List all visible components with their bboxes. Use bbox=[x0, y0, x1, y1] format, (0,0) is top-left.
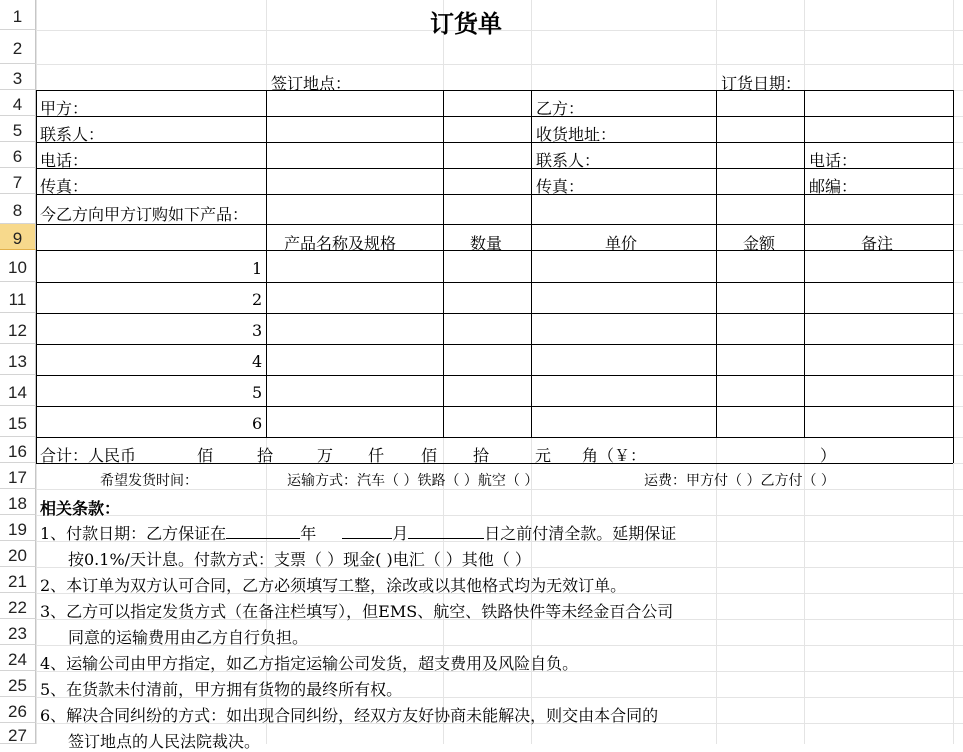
row-number: 14 bbox=[8, 383, 27, 402]
row-number: 7 bbox=[12, 173, 23, 192]
total-unit-jiao: 角（￥： bbox=[582, 446, 647, 465]
party-b-label[interactable]: 乙方： bbox=[536, 99, 585, 118]
header-unit-price[interactable]: 单价 bbox=[605, 234, 638, 253]
header-quantity[interactable]: 数量 bbox=[470, 234, 503, 253]
row-number: 12 bbox=[8, 321, 27, 340]
row-header[interactable] bbox=[0, 723, 36, 744]
blank-month[interactable] bbox=[342, 524, 392, 539]
table-border bbox=[531, 90, 532, 437]
row-number: 3 bbox=[12, 69, 23, 88]
item-number[interactable]: 6 bbox=[252, 414, 263, 433]
row-header[interactable] bbox=[0, 90, 36, 116]
term-1-line-2[interactable]: 按0.1%/天计息。付款方式：支票（ ）现金( )电汇（ ）其他（ ） bbox=[68, 550, 531, 569]
total-close-paren: ） bbox=[820, 446, 837, 465]
header-remarks[interactable]: 备注 bbox=[861, 234, 894, 253]
row-number: 8 bbox=[12, 201, 23, 220]
row-header[interactable] bbox=[0, 489, 36, 515]
row-header[interactable] bbox=[0, 64, 36, 90]
term-6-line-1[interactable]: 6、解决合同纠纷的方式：如出现合同纠纷，经双方友好协商未能解决，则交由本合同的 bbox=[40, 706, 659, 725]
row-number: 6 bbox=[12, 147, 23, 166]
row-number: 1 bbox=[12, 7, 23, 26]
table-border bbox=[36, 282, 953, 283]
row-header[interactable] bbox=[0, 567, 36, 593]
header-product[interactable]: 产品名称及规格 bbox=[284, 234, 397, 253]
row-number: 5 bbox=[12, 121, 23, 140]
row-number: 2 bbox=[12, 39, 23, 58]
item-number[interactable]: 4 bbox=[252, 352, 263, 371]
row-header[interactable] bbox=[0, 515, 36, 541]
table-border bbox=[36, 463, 953, 464]
table-border bbox=[804, 90, 805, 437]
page-title: 订货单 bbox=[430, 9, 502, 38]
row-number: 11 bbox=[8, 290, 27, 309]
party-b-phone-label[interactable]: 电话： bbox=[809, 151, 858, 170]
item-number[interactable]: 3 bbox=[252, 321, 263, 340]
item-number[interactable]: 1 bbox=[252, 259, 263, 278]
row-number: 23 bbox=[8, 624, 27, 643]
party-b-zip-label[interactable]: 邮编： bbox=[809, 177, 858, 196]
table-border bbox=[36, 375, 953, 376]
table-border bbox=[36, 116, 953, 117]
term-5[interactable]: 5、在货款未付清前，甲方拥有货物的最终所有权。 bbox=[40, 680, 403, 699]
row-header[interactable] bbox=[0, 593, 36, 619]
row-number: 25 bbox=[8, 676, 27, 695]
party-a-phone-label[interactable]: 电话： bbox=[40, 151, 89, 170]
term-3-line-1[interactable]: 3、乙方可以指定发货方式（在备注栏填写），但EMS、航空、铁路快件等未经金百合公司 bbox=[40, 602, 674, 621]
gridline bbox=[36, 515, 963, 516]
row-header[interactable] bbox=[0, 541, 36, 567]
term-1-prefix: 1、付款日期：乙方保证在 bbox=[40, 524, 227, 543]
row-header[interactable] bbox=[0, 344, 36, 375]
row-number: 16 bbox=[8, 442, 27, 461]
table-border bbox=[36, 344, 953, 345]
row-number: 17 bbox=[8, 468, 27, 487]
row-header[interactable] bbox=[0, 313, 36, 344]
row-header[interactable] bbox=[0, 224, 36, 250]
row-number: 21 bbox=[8, 572, 27, 591]
row-number: 13 bbox=[8, 352, 27, 371]
party-a-contact-label[interactable]: 联系人： bbox=[40, 125, 105, 144]
table-border bbox=[266, 90, 267, 437]
freight-options[interactable]: 运费：甲方付（ ）乙方付（ ） bbox=[644, 473, 835, 489]
row-number: 15 bbox=[8, 414, 27, 433]
row-header[interactable] bbox=[0, 116, 36, 142]
row-number: 24 bbox=[8, 650, 27, 669]
party-a-fax-label[interactable]: 传真： bbox=[40, 177, 89, 196]
row-number: 18 bbox=[8, 494, 27, 513]
table-border bbox=[36, 142, 953, 143]
term-1-line-1[interactable] bbox=[40, 521, 676, 544]
table-border bbox=[36, 406, 953, 407]
row-number: 10 bbox=[8, 258, 27, 277]
row-header[interactable] bbox=[0, 194, 36, 224]
term-1-month: 月 bbox=[392, 524, 409, 543]
row-number: 4 bbox=[12, 95, 23, 114]
row-number: 22 bbox=[8, 598, 27, 617]
row-number: 19 bbox=[8, 520, 27, 539]
row-header[interactable] bbox=[0, 619, 36, 645]
term-4[interactable]: 4、运输公司由甲方指定，如乙方指定运输公司发货，超支费用及风险自负。 bbox=[40, 654, 579, 673]
total-unit-shi: 拾 bbox=[257, 446, 274, 465]
row-header[interactable] bbox=[0, 375, 36, 406]
total-unit-shi2: 拾 bbox=[473, 446, 490, 465]
table-border bbox=[36, 90, 37, 463]
row-number: 9 bbox=[12, 229, 23, 248]
party-b-fax-label[interactable]: 传真： bbox=[536, 177, 585, 196]
row-header[interactable] bbox=[0, 406, 36, 437]
row-header[interactable] bbox=[0, 463, 36, 489]
row-header[interactable] bbox=[0, 437, 36, 463]
total-unit-yuan: 元 bbox=[535, 446, 552, 465]
terms-title[interactable]: 相关条款： bbox=[40, 499, 121, 518]
blank-year[interactable] bbox=[226, 524, 300, 539]
table-border bbox=[443, 90, 444, 437]
term-1-year: 年 bbox=[300, 524, 317, 543]
table-border bbox=[36, 437, 953, 438]
total-label[interactable]: 合计：人民币 bbox=[40, 446, 137, 465]
transport-options[interactable]: 运输方式：汽车（ ）铁路（ ）航空（ ） bbox=[287, 473, 539, 489]
total-unit-wan: 万 bbox=[317, 446, 334, 465]
gridline bbox=[36, 64, 963, 65]
item-number[interactable]: 2 bbox=[252, 290, 263, 309]
total-unit-qian: 仟 bbox=[368, 446, 385, 465]
party-a-label[interactable]: 甲方： bbox=[40, 99, 89, 118]
table-border bbox=[716, 90, 717, 437]
blank-day[interactable] bbox=[408, 524, 484, 539]
term-1-day: 日之前付清全款。延期保证 bbox=[484, 524, 677, 543]
row-header[interactable] bbox=[0, 30, 36, 64]
row-header[interactable] bbox=[0, 671, 36, 697]
term-3-line-2[interactable]: 同意的运输费用由乙方自行负担。 bbox=[68, 628, 309, 647]
row-header[interactable] bbox=[0, 282, 36, 313]
row-header[interactable] bbox=[0, 0, 36, 30]
row-header[interactable] bbox=[0, 697, 36, 723]
order-intro[interactable]: 今乙方向甲方订购如下产品： bbox=[40, 205, 249, 224]
row-number: 20 bbox=[8, 546, 27, 565]
table-border bbox=[36, 90, 953, 91]
row-header[interactable] bbox=[0, 250, 36, 282]
row-header[interactable] bbox=[0, 142, 36, 168]
total-unit-bai: 佰 bbox=[197, 446, 214, 465]
table-border bbox=[36, 313, 953, 314]
total-unit-bai2: 佰 bbox=[421, 446, 438, 465]
term-2[interactable]: 2、本订单为双方认可合同，乙方必须填写工整，涂改或以其他格式均为无效订单。 bbox=[40, 576, 627, 595]
order-date-label[interactable]: 订货日期： bbox=[721, 74, 802, 93]
header-amount[interactable]: 金额 bbox=[743, 234, 776, 253]
row-header[interactable] bbox=[0, 168, 36, 194]
sign-place-label[interactable]: 签订地点： bbox=[271, 74, 352, 93]
item-number[interactable]: 5 bbox=[252, 383, 263, 402]
row-header[interactable] bbox=[0, 645, 36, 671]
party-b-contact-label[interactable]: 联系人： bbox=[536, 151, 601, 170]
row-number: 27 bbox=[8, 726, 27, 745]
ship-time-label[interactable]: 希望发货时间： bbox=[100, 473, 198, 489]
term-6-line-2[interactable]: 签订地点的人民法院裁决。 bbox=[68, 732, 261, 751]
table-border bbox=[953, 90, 954, 463]
delivery-address-label[interactable]: 收货地址： bbox=[536, 125, 617, 144]
row-number: 26 bbox=[8, 702, 27, 721]
